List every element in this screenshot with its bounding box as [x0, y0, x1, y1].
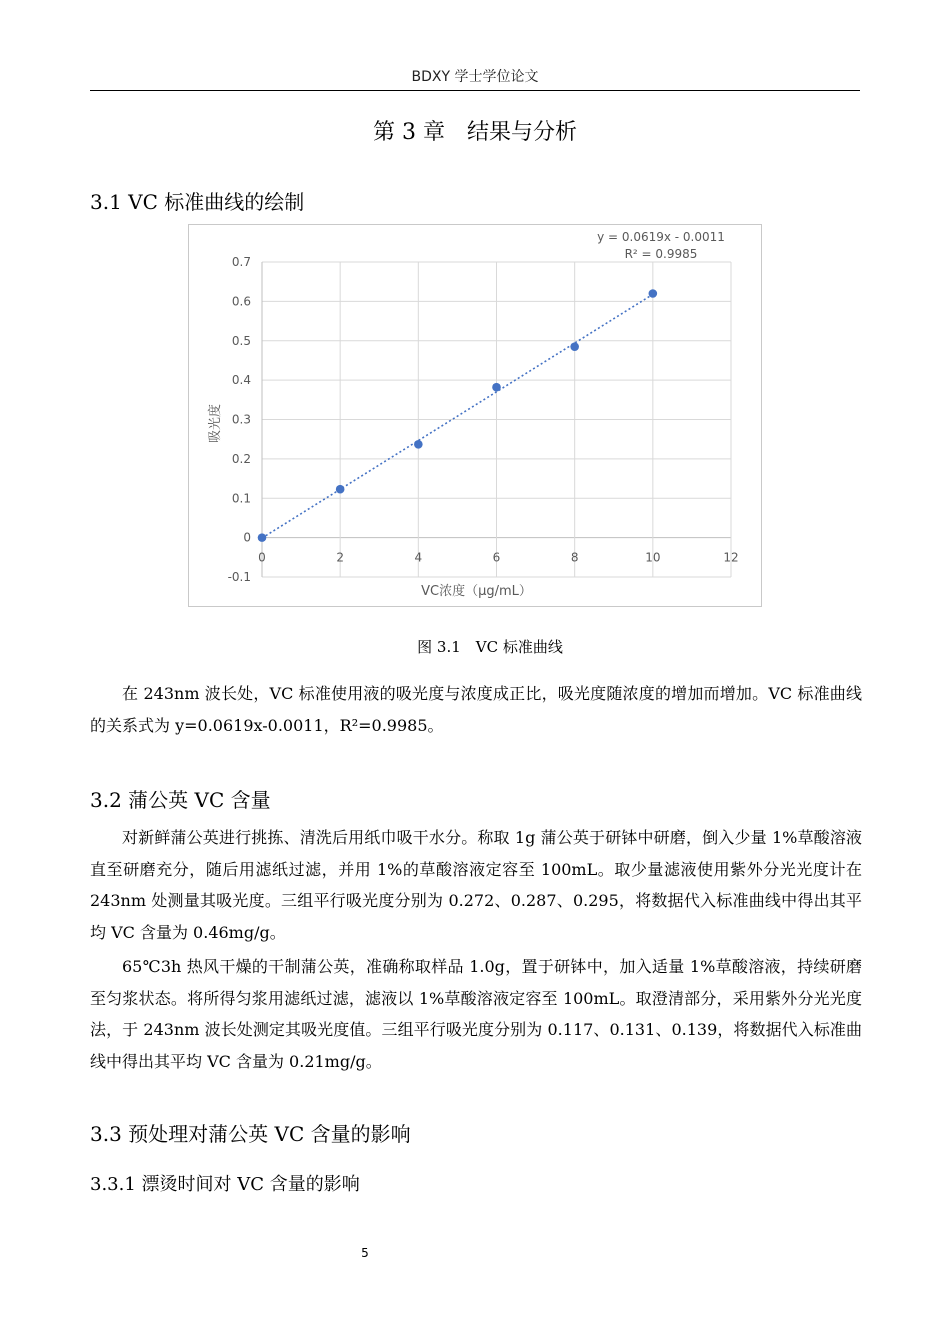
- header-rule: [90, 90, 860, 91]
- r-squared-label: R² = 0.9985: [624, 247, 698, 261]
- x-tick-label: 12: [723, 550, 739, 565]
- paragraph-dried-dandelion: 65℃3h 热风干燥的干制蒲公英，准确称取样品 1.0g，置于研钵中，加入适量 1%草酸溶液，持续研磨至匀浆状态。将所得匀浆用滤纸过滤，滤液以 1%草酸溶液定容至 100mL。取澄清部分，采用紫外分光光度法，于 243nm 波长处测定其吸光度值。三组平行吸光度分别为 0.117、0.131、0.139，将数据代入标准曲线中得出其平均 VC 含量为 0.21mg/g。: [90, 957, 862, 1071]
- data-point: [414, 440, 423, 449]
- y-tick-label: 0.3: [231, 412, 251, 427]
- x-tick-label: 4: [414, 550, 423, 565]
- data-point: [258, 533, 267, 542]
- equation-label: y = 0.0619x - 0.0011: [597, 230, 725, 244]
- y-tick-label: 0.4: [231, 373, 251, 388]
- data-point: [570, 342, 579, 351]
- page-number: 5: [361, 1246, 369, 1260]
- section-3-3-heading: 3.3 预处理对蒲公英 VC 含量的影响: [90, 1122, 411, 1146]
- figure-caption: 图 3.1 VC 标准曲线: [417, 638, 563, 656]
- x-tick-label: 8: [570, 550, 579, 565]
- chart-svg: [189, 225, 763, 608]
- y-tick-label: 0.5: [231, 333, 251, 348]
- chapter-title: 第 3 章 结果与分析: [373, 120, 577, 145]
- trendline: [262, 294, 653, 538]
- section-3-1-heading: 3.1 VC 标准曲线的绘制: [90, 190, 305, 214]
- running-header: BDXY 学士学位论文: [411, 69, 539, 85]
- x-axis-title: VC浓度（μg/mL）: [421, 584, 532, 599]
- x-tick-label: 0: [258, 550, 266, 565]
- y-tick-label: 0.2: [231, 451, 251, 466]
- section-3-3-1-heading: 3.3.1 漂烫时间对 VC 含量的影响: [90, 1174, 360, 1195]
- section-3-2-heading: 3.2 蒲公英 VC 含量: [90, 788, 271, 812]
- data-point: [492, 383, 501, 392]
- y-tick-label: -0.1: [227, 570, 251, 584]
- x-tick-label: 6: [492, 550, 501, 565]
- x-tick-label: 2: [336, 550, 344, 565]
- y-axis-title: 吸光度: [208, 403, 223, 444]
- paragraph-standard-curve: 在 243nm 波长处，VC 标准使用液的吸光度与浓度成正比，吸光度随浓度的增加而增加。VC 标准曲线的关系式为 y=0.0619x-0.0011，R²=0.9985。: [90, 684, 862, 735]
- paragraph-fresh-dandelion: 对新鲜蒲公英进行挑拣、清洗后用纸巾吸干水分。称取 1g 蒲公英于研钵中研磨，倒入少量 1%草酸溶液直至研磨充分，随后用滤纸过滤，并用 1%的草酸溶液定容至 100mL。取少量滤液使用紫外分光光度计在 243nm 处测量其吸光度。三组平行吸光度分别为 0.272、0.287、0.295，将数据代入标准曲线中得出其平均 VC 含量为 0.46mg/g。: [90, 828, 862, 942]
- y-tick-label: 0.7: [231, 255, 251, 269]
- data-point: [649, 289, 658, 298]
- x-tick-label: 10: [645, 550, 661, 565]
- y-tick-label: 0.1: [231, 491, 251, 506]
- data-point: [336, 485, 345, 494]
- y-tick-label: 0.6: [231, 294, 251, 309]
- vc-standard-curve-chart: [188, 224, 762, 607]
- y-tick-label: 0: [243, 530, 251, 545]
